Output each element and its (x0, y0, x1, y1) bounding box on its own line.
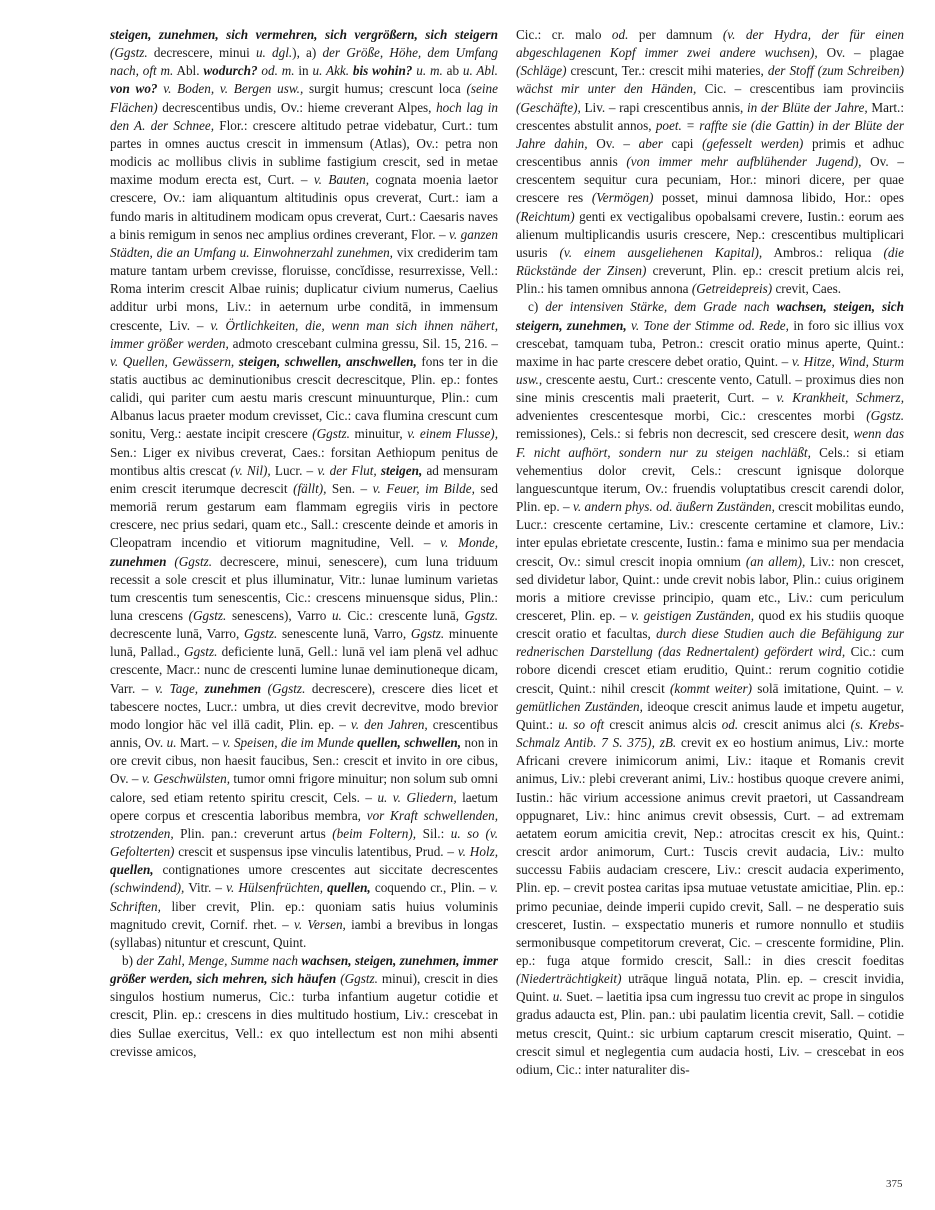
styled-run: v. Tone der Stimme od. Rede, (626, 317, 789, 333)
styled-run: (gefesselt werden) (702, 135, 804, 151)
styled-run: Ggstz. (243, 626, 278, 642)
styled-run: od. m. (257, 63, 295, 79)
text-run: senescens), Varro (226, 608, 332, 623)
text-run: per damnum (628, 27, 723, 42)
text-run: fons ter in die statis auctibus ac deminutionibus crescit decrescitque, Plin. ep.: fontes calidi, qui pariter cum aestu maris crescunt minuunturque, Plin.: cum Albanus lacus praeter modum crevisset, Cic.: cava flumina crescunt cum sonitu, Verg.: aestate incipit crescere (110, 353, 498, 442)
entry-paragraph (110, 952, 498, 1061)
text-run: Liv.: non crescet, sed dividetur labor, Quint.: unde crevit nobis labor, Plin.: cuius originem moris a mitiore crevisse principio, quam etc., Liv.: cum periculum cresceret, Plin. ep. – (516, 553, 904, 623)
styled-run: hoch lag in den A. der Schnee, (110, 99, 499, 133)
styled-run: v. Monde, (440, 535, 498, 551)
text-run: Mart. – (176, 735, 223, 751)
styled-run: v. Tage, (154, 680, 199, 696)
text-run: in foro sic illius vox crescebat, tamquam tuba, Petron.: crescit oratio minus aperte, Quint.: maxime in hac parte crescere debet oratio, Quint. – (516, 317, 904, 369)
styled-run: v. Schriften, (110, 880, 499, 914)
text-run: decrescere), crescere dies licet et tabescere noctes, Lucr.: umbra, ut dies crevit decrevitve, modo brevior modo longior hāc vel illā cadit, Plin. ep. – (110, 680, 499, 732)
right-column (516, 26, 904, 1079)
text-run: Cic.: crescente lunā, (341, 608, 465, 623)
styled-run: u. (331, 608, 342, 623)
text-run: minuitur, (349, 426, 408, 442)
text-run: ad mensuram enim crescit iterumque decrescit (110, 462, 498, 496)
styled-run: (beim Foltern), (332, 825, 417, 841)
text-run: b) (122, 952, 137, 968)
text-run: minui), crescit in dies singulos hostium numerus, Cic.: turba infantium augetur cotidie et crescit, Plin. ep.: crescens in dies multitudo hostium, Liv.: crescebat in dies Sullae exercitus, Vell.: ex quo intellectum est non mihi absenti crevisse amicos, (110, 971, 499, 1059)
styled-run: u. Akk. (312, 63, 350, 79)
styled-run: (Ggstz. (261, 680, 306, 696)
styled-run: Ggstz. (184, 644, 218, 660)
text-run: crescit animus alci (738, 716, 851, 732)
styled-run: (Ggstz. (866, 408, 904, 424)
styled-run: od. (611, 27, 629, 42)
styled-run: v. den Jahren, (350, 716, 428, 732)
styled-run: u. Abl. (462, 63, 498, 79)
text-run: Vitr. – (184, 880, 227, 896)
styled-run: zunehmen (110, 553, 167, 569)
styled-run: (Geschäfte), (516, 99, 581, 115)
text-run: admoto crescebant culmina gressu, Sil. 15, 216. – (228, 335, 498, 351)
text-run: solā imitatione, Quint. – (752, 680, 896, 696)
text-run: laetum opere corpus et crescentia laboribus membra, (110, 789, 498, 823)
styled-run: (an allem), (745, 553, 806, 569)
styled-run: (Ggstz. (336, 971, 378, 987)
styled-run: v. Versen, (294, 916, 346, 932)
styled-run: durch diese Studien auch die Befähigung zur rednerischen Darstellung (das Rednertalent) gefördert wird, (516, 626, 904, 660)
styled-run: u. dgl. (255, 45, 293, 61)
styled-run: (v. Nil), (230, 462, 271, 478)
styled-run: steigen, schwellen, anschwellen, (234, 353, 417, 369)
styled-run: (Getreidepreis) (691, 281, 773, 297)
styled-run: Ggstz. (464, 608, 498, 623)
text-run: Plin. pan.: creverunt artus (173, 825, 333, 841)
styled-run: v. Holz, (457, 844, 499, 860)
text-run: crescit mobilitas eundo, Lucr.: crescente certamine, Liv.: crescente certamine et clamore, Liv.: inter epulas ebrietate crescente, Iustin.: fama e minimo sua per mendacia crescit, Ov.: simul crescit inopia omnium (516, 499, 904, 569)
text-run: crevit, Caes. (772, 281, 841, 297)
text-run: cognata moenia laetor crescere, Ov.: iam aliquantum altitudinis opus creverat, Curt.: iam a fundo maris in altitudinem modicam opus creverat, Curt.: Caesaris naves a binis remigum in senos nec amplius ordines creverant, Flor. – (110, 172, 498, 242)
styled-run: vor Kraft schwellenden, strotzenden, (110, 807, 498, 841)
text-run: Cic.: cr. malo (516, 27, 612, 42)
text-run: capi (662, 135, 703, 151)
styled-run: Ggstz. (410, 626, 445, 642)
styled-run: (schwindend), (110, 880, 185, 896)
text-run: decrescere, minui (153, 45, 256, 61)
styled-run: v. Quellen, Gewässern, (110, 353, 235, 369)
text-run: deficiente lunā, Gell.: lunā vel iam plenā vel adhuc crescente, Macr.: nunc de crescenti lumine lunae deminutioneque dicam, Varr. – (110, 644, 498, 696)
styled-run: u. so (v. Gefolterten) (110, 825, 499, 860)
entry-paragraph (110, 26, 498, 952)
text-run: crevit ex eo hostium animus, Liv.: morte Africani crevere inimicorum animi, Liv.: itaque et Romanis crevit animus, Liv.: plebi creverant animi, Liv.: hostibus quoque crevere animi, Iustin.: hāc virium accessione animus crevit praetori, ut Cassandream oppugnaret, Liv.: hinc animus crevit obsessis, Curt. – ad extremam aetatem eorum amicitia crevit, Nep.: atrocitas crescit ex his, Quint.: crescit ardor animorum, Curt.: Tuscis crevit audacia, Liv.: multo successu Fabiis audaciam crescere, Liv.: crescit audacia experimento, Plin. ep. – crevit postea caritas ipsa mutuae vetustate amicitiae, Plin. ep.: primo pecuniae, deinde imperii cupido crevit, Sall. – ne desperatio suis cresceret, Iustin. – exspectatio muneris et rumore nonnullo et studiis sermonibusque competitorum creverat, Cic. – crescente formidine, Plin. ep.: fuga atque formido crescit, Sall.: in dies crescit foeditas (516, 735, 904, 968)
styled-run: (Vermögen) (591, 190, 654, 206)
styled-run: v. Boden, v. Bergen usw., (157, 81, 304, 97)
styled-run: v. Örtlichkeiten, die, wenn man sich ihnen nähert, immer größer werden, (110, 317, 498, 351)
styled-run: v. geistigen Zuständen, (631, 608, 755, 623)
text-run: crescente aestu, Curt.: crescente vento, Catull. – proximus dies non sine minis crescentis mali praeterit, Curt. – (516, 371, 904, 406)
styled-run: (Schläge) (516, 63, 567, 79)
text-run: Ov. – plagae (817, 45, 904, 61)
styled-run: aber (638, 135, 663, 151)
text-run: ab (442, 63, 463, 79)
text-run: ), a) (292, 45, 323, 61)
styled-run: (Ggstz. (188, 608, 227, 623)
styled-run: der Zahl, Menge, Summe nach (136, 952, 298, 968)
text-run: decrescere, minui, senescere), cum luna triduum recessit a sole crescit et plus illuminatur, Vitr.: lunae luminum varietas tum crescentis tum senescentis, Cic.: crescens minuensque sidus, Plin.: luna crescens (110, 553, 498, 623)
styled-run: v. Hülsenfrüchten, (226, 880, 323, 896)
styled-run: v. Feuer, im Bilde, (372, 480, 475, 496)
text-run: crescunt, Ter.: crescit mihi materies, (566, 63, 768, 79)
styled-run: v. Geschwülsten, (141, 771, 230, 787)
text-run: creverunt, Plin. ep.: crescit pretium alcis rei, Plin.: his tamen omnibus annona (516, 263, 904, 297)
styled-run: (kommt weiter) (669, 680, 753, 696)
styled-run: v. ganzen Städten, die an Umfang u. Einwohnerzahl zunehmen, (110, 226, 498, 260)
text-run: Abl. (173, 63, 204, 79)
text-run: Sil.: (416, 825, 451, 841)
entry-paragraph (516, 26, 904, 298)
styled-run: wachsen, steigen, zunehmen, immer größer werden, sich mehren, sich häufen (110, 952, 498, 987)
styled-run: quellen, schwellen, (353, 735, 462, 751)
styled-run: (Ggstz. (166, 553, 213, 569)
text-run: iambi a brevibus in longas (syllabas) nituntur et crescunt, Quint. (110, 916, 498, 950)
text-run: Sen.: Liger ex nivibus creverat, Caes.: forsitan Aethiopum penitus de montibus altis crescat (110, 444, 498, 478)
text-run: contignationes umore crescentes aut siccitate decrescentes (153, 862, 498, 878)
text-run: utrāque linguā notata, Plin. ep. – crescit invidia, Quint. (516, 971, 904, 1005)
text-run: liber crevit, Plin. ep.: quoniam satis huius voluminis magnitudo crevit, Cornif. rhet. – (110, 898, 498, 932)
text-run: surgit humus; crescunt loca (303, 81, 467, 97)
styled-run: v. der Flut, (317, 462, 377, 478)
styled-run: der Stoff (zum Schreiben) wächst mir unter den Händen, (516, 63, 904, 97)
text-run: crescit animus alcis (604, 716, 722, 732)
styled-run: (fällt), (293, 480, 327, 496)
styled-run: u. (552, 989, 563, 1005)
styled-run: (v. einem ausgeliehenen Kapital), (559, 244, 763, 260)
styled-run: u. v. Gliedern, (377, 789, 457, 805)
styled-run: (die Rückstände der Zinsen) (516, 244, 905, 279)
styled-run: steigen, zunehmen, sich vermehren, sich vergrößern, sich steigern (110, 27, 498, 42)
styled-run: od. (721, 716, 739, 732)
styled-run: (Niederträchtigkeit) (516, 971, 622, 987)
text-run: genti ex vectigalibus opobalsami crevere, Iustin.: eorum aes alienum multiplicandis usuris crescere, Nep.: crescentibus multiplicari usuris (516, 208, 904, 260)
styled-run: u. m. (412, 63, 443, 79)
text-run: Lucr. – (270, 462, 318, 478)
text-run: ideoque crescit animus laude et impetu augetur, Quint.: (516, 698, 904, 732)
text-run: senescente lunā, Varro, (277, 626, 411, 642)
text-run: Cic. – crescentibus iam provinciis (696, 81, 904, 97)
page-number: 375 (886, 1178, 903, 1190)
text-run: coquendo cr., Plin. – (370, 880, 490, 896)
styled-run: v. andern phys. od. äußern Zuständen, (572, 499, 775, 515)
styled-run: bis wohin? (349, 63, 413, 79)
text-run: Sen. – (326, 480, 373, 496)
text-run: primis et adhuc crescentibus annis (516, 135, 904, 170)
styled-run: (von immer mehr aufblühender Jugend), (626, 154, 862, 170)
text-run: vix crediderim tam mature tantam urbem crevisse, floruisse, concĭdisse, resurrexisse, Vell.: Roma interim crescit Albae ruinis; duplicatur civium numerus, Caelius additur urbi mons, Liv.: in aeternum urbe conditā, in immensum crescente, Liv. – (110, 244, 498, 333)
text-run: Ov. – crescentem sequitur cura pecuniam, Hor.: minori dicere, per quae crescere res (516, 154, 904, 206)
styled-run: u. so oft (558, 716, 605, 732)
styled-run: v. Bauten, (313, 172, 370, 188)
text-run: posset, minui damnosa libido, Hor.: opes (653, 190, 904, 206)
text-run: remissiones), Cels.: si febris non decrescit, sed crescere desit, (516, 426, 854, 442)
styled-run: in der Blüte der Jahre, (746, 99, 868, 115)
styled-run: (Reichtum) (516, 208, 575, 224)
styled-run: der Größe, Höhe, dem Umfang nach, oft m. (110, 45, 499, 79)
styled-run: (s. Krebs-Schmalz Antib. 7 S. 375), zB. (516, 716, 905, 751)
text-run: Cic.: cum robore dicendi crescet etiam eruditio, Quint.: rerum cognitio cotidie crescit, Quint.: nihil crescit (516, 644, 904, 696)
styled-run: wachsen, steigen, sich steigern, zunehmen, (516, 299, 904, 333)
text-run: crescit et suspensus ipse vinculis latentibus, Prud. – (174, 844, 458, 860)
text-run: tumor omni frigore minuitur; non solum sub omni calore, sed etiam retento spiritu crescit, Cels. – (110, 771, 498, 805)
text-run: Ambros.: reliqua (762, 244, 884, 260)
styled-run: steigen, (376, 462, 423, 478)
text-run: crescentibus annis, Ov. (110, 716, 498, 751)
styled-run: von wo? (110, 81, 158, 97)
styled-run: poet. = raffte sie (die Gattin) in der Blüte der Jahre dahin, (516, 117, 904, 151)
styled-run: quellen, (110, 862, 154, 878)
styled-run: v. gemütlichen Zuständen, (516, 680, 904, 714)
styled-run: zunehmen (198, 680, 262, 696)
styled-run: v. Hitze, Wind, Sturm usw., (516, 353, 905, 387)
styled-run: v. Krankheit, Schmerz, (776, 390, 904, 406)
text-run: Mart.: crescentes abstulit annos, (516, 99, 904, 133)
styled-run: (Ggstz. (110, 45, 154, 61)
styled-run: wenn das F. nicht aufhört, sondern nur zu steigen nachläßt, (516, 426, 904, 460)
entry-paragraph (516, 298, 904, 1079)
styled-run: quellen, (323, 880, 371, 896)
text-run: decrescentibus undis, Ov.: hieme creverant Alpes, (157, 99, 437, 115)
text-run: Ov. – (587, 135, 639, 151)
styled-run: wodurch? (203, 63, 258, 79)
styled-run: (v. der Hydra, der für einen abgeschlagenen Kopf immer zwei andere wuchsen), (516, 27, 904, 61)
text-run: advenientes crescentesque morbi, Cic.: crescentes morbi (516, 408, 867, 424)
styled-run: u. (166, 735, 177, 751)
text-run: in (294, 63, 313, 79)
text-run: sed memoriā rerum gestarum eam flammam egregiis viris in pectore crescere, nec prius sedari, quam etc., Sall.: crescente deinde et amoris in Cleopatram incendio et vitiorum magnitudine, Vell. – (110, 480, 498, 551)
left-column (110, 26, 498, 1061)
text-run: c) (528, 299, 546, 315)
styled-run: (seine Flächen) (110, 81, 498, 115)
text-run: quod ex his studiis quoque crescit oratio et facultas, (516, 608, 904, 642)
text-run: non in ore crevit cibus, non haesit faucibus, Sen.: crescit et invito in ore cibus, Ov. – (110, 735, 498, 787)
text-run: Flor.: crescere altitudo petrae videbatur, Curt.: tum partes in omnes auctus crescit in immensum (Atlas), Ov.: petra non modicis ac mollibus clivis in sublime fastigium crescit, sed in metae maxime modum erecta est, Curt. – (110, 117, 498, 188)
styled-run: (Ggstz. (312, 426, 350, 442)
styled-run: v. einem Flusse), (407, 426, 498, 442)
styled-run: v. Speisen, die im Munde (222, 735, 354, 751)
styled-run: der intensiven Stärke, dem Grade nach (545, 299, 770, 315)
text-run: Suet. – laetitia ipsa cum ingressu tuo crevit ac prope in singulos gradus adaucta est, Plin. pan.: ubi paulatim licentia crevit, Sall. – cotidie metus crescit, Quint.: sic urbium captarum crescit miseratio, Quint. – crescit simul et neglegentia cum audacia hosti, Liv. – crescebat in eos odium, Cic.: inter naturaliter dis- (516, 989, 904, 1077)
text-run: Liv. – rapi crescentibus annis, (580, 99, 747, 115)
text-run: decrescente lunā, Varro, (110, 626, 244, 642)
text-run: minuente lunā, Pallad., (110, 626, 498, 660)
text-run: Cels.: si etiam vehementius dolor crevit, Cels.: crescunt ignisque dolorque languescuntque iterum, Ov.: fruendis voluptatibus crescit carendi dolor, Plin. ep. – (516, 444, 904, 515)
